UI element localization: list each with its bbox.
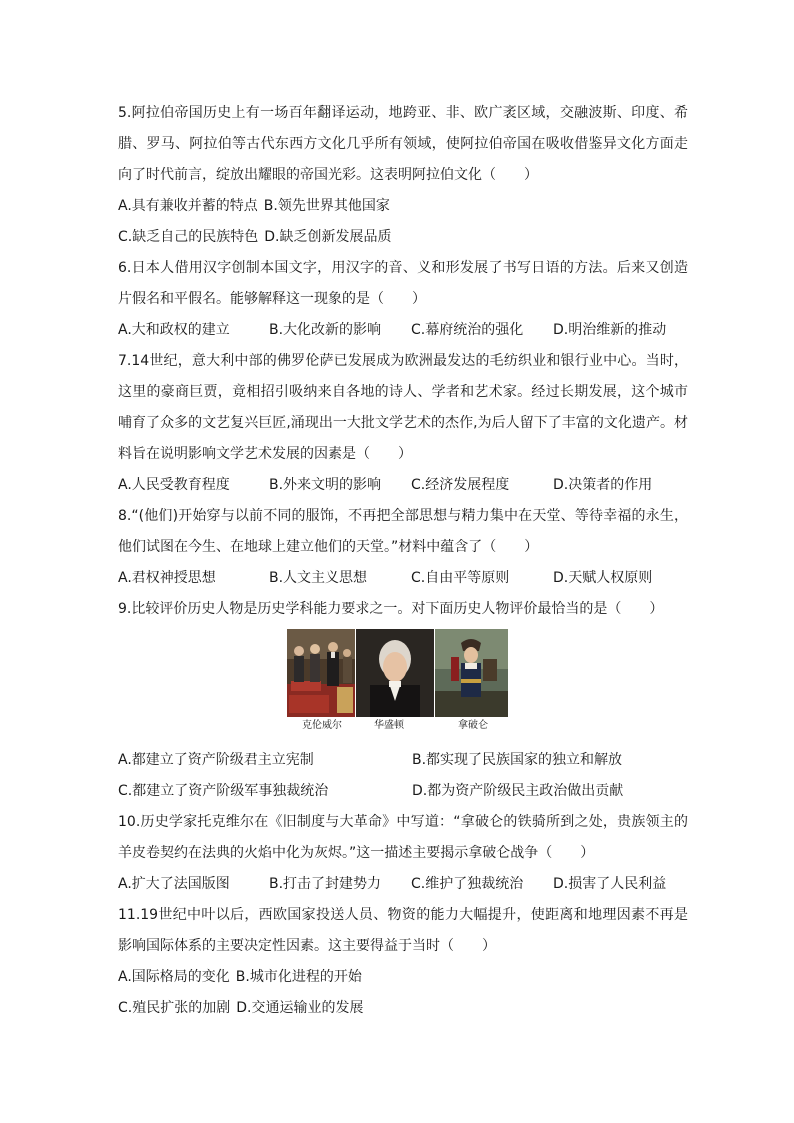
option-c: C.自由平等原则 bbox=[411, 570, 510, 586]
question-11-options-row-1 bbox=[118, 962, 688, 993]
option-c: C.维护了独裁统治 bbox=[411, 876, 524, 892]
question-11-stem: 11.19世纪中叶以后，西欧国家投送人员、物资的能力大幅提升，使距离和地理因素不再是影响国际体系的主要决定性因素。这主要得益于当时（ ） bbox=[118, 907, 688, 954]
portrait-strip bbox=[118, 629, 688, 739]
question-10-options bbox=[118, 869, 688, 900]
caption-cromwell: 克伦威尔 bbox=[302, 720, 342, 731]
question-9-options-row-2 bbox=[118, 776, 688, 807]
option-a: A.君权神授思想 bbox=[118, 570, 216, 586]
question-7-options bbox=[118, 470, 688, 501]
portrait-cromwell-image bbox=[287, 629, 355, 717]
option-b: B.都实现了民族国家的独立和解放 bbox=[412, 752, 623, 768]
question-6-options bbox=[118, 315, 688, 346]
question-5-stem: 5.阿拉伯帝国历史上有一场百年翻译运动，地跨亚、非、欧广袤区域，交融波斯、印度、希腊、罗马、阿拉伯等古代东西方文化几乎所有领域，使阿拉伯帝国在吸收借鉴异文化方面走向了时代前言，绽放出耀眼的帝国光彩。这表明阿拉伯文化（ ） bbox=[118, 105, 688, 183]
portrait-napoleon-image bbox=[435, 629, 508, 717]
question-8 bbox=[118, 501, 688, 594]
option-a: A.人民受教育程度 bbox=[118, 477, 230, 493]
option-d: D.都为资产阶级民主政治做出贡献 bbox=[412, 783, 624, 799]
question-6 bbox=[118, 253, 688, 346]
question-8-stem: 8.“(他们)开始穿与以前不同的服饰，不再把全部思想与精力集中在天堂、等待幸福的永生，他们试图在今生、在地球上建立他们的天堂。”材料中蕴含了（ ） bbox=[118, 508, 688, 555]
option-c: C.经济发展程度 bbox=[411, 477, 510, 493]
question-10 bbox=[118, 807, 688, 900]
option-b: B.领先世界其他国家 bbox=[263, 198, 390, 214]
option-b: B.外来文明的影响 bbox=[269, 477, 382, 493]
option-b: B.大化改新的影响 bbox=[269, 322, 382, 338]
portrait-washington-image bbox=[356, 629, 434, 717]
question-9-stem: 9.比较评价历史人物是历史学科能力要求之一。对下面历史人物评价最恰当的是（ ） bbox=[118, 601, 664, 617]
question-9-options-row-1 bbox=[118, 745, 688, 776]
option-a: A.具有兼收并蓄的特点 bbox=[118, 198, 258, 214]
exam-page bbox=[118, 98, 688, 1024]
question-5-options-row-2 bbox=[118, 222, 688, 253]
question-11 bbox=[118, 900, 688, 1024]
option-a: A.扩大了法国版图 bbox=[118, 876, 230, 892]
question-7 bbox=[118, 346, 688, 501]
option-d: D.交通运输业的发展 bbox=[236, 1000, 364, 1016]
question-7-stem: 7.14世纪，意大利中部的佛罗伦萨已发展成为欧洲最发达的毛纺织业和银行业中心。当时，这里的豪商巨贾，竟相招引吸纳来自各地的诗人、学者和艺术家。经过长期发展，这个城市哺育了众多的文艺复兴巨匠,涌现出一大批文学艺术的杰作,为后人留下了丰富的文化遗产。材料旨在说明影响文学艺术发展的因素是（ ） bbox=[118, 353, 688, 462]
option-c: C.都建立了资产阶级军事独裁统治 bbox=[118, 783, 329, 799]
option-d: D.天赋人权原则 bbox=[553, 570, 653, 586]
question-8-options bbox=[118, 563, 688, 594]
option-c: C.缺乏自己的民族特色 bbox=[118, 229, 259, 245]
option-a: A.都建立了资产阶级君主立宪制 bbox=[118, 752, 314, 768]
caption-washington: 华盛顿 bbox=[374, 720, 404, 731]
question-6-stem: 6.日本人借用汉字创制本国文字，用汉字的音、义和形发展了书写日语的方法。后来又创造片假名和平假名。能够解释这一现象的是（ ） bbox=[118, 260, 688, 307]
option-a: A.国际格局的变化 bbox=[118, 969, 230, 985]
option-c: C.幕府统治的强化 bbox=[411, 322, 524, 338]
option-d: D.损害了人民利益 bbox=[553, 876, 667, 892]
option-d: D.决策者的作用 bbox=[553, 477, 653, 493]
option-b: B.城市化进程的开始 bbox=[235, 969, 362, 985]
option-c: C.殖民扩张的加剧 bbox=[118, 1000, 231, 1016]
option-b: B.打击了封建势力 bbox=[269, 876, 382, 892]
question-5-options-row-1 bbox=[118, 191, 688, 222]
caption-napoleon: 拿破仑 bbox=[458, 720, 488, 731]
option-b: B.人文主义思想 bbox=[269, 570, 368, 586]
option-a: A.大和政权的建立 bbox=[118, 322, 230, 338]
question-9 bbox=[118, 594, 688, 807]
question-10-stem: 10.历史学家托克维尔在《旧制度与大革命》中写道：“拿破仑的铁骑所到之处，贵族领主的羊皮卷契约在法典的火焰中化为灰烬。”这一描述主要揭示拿破仑战争（ ） bbox=[118, 814, 688, 861]
option-d: D.明治维新的推动 bbox=[553, 322, 667, 338]
question-11-options-row-2 bbox=[118, 993, 688, 1024]
option-d: D.缺乏创新发展品质 bbox=[264, 229, 392, 245]
question-5 bbox=[118, 98, 688, 253]
